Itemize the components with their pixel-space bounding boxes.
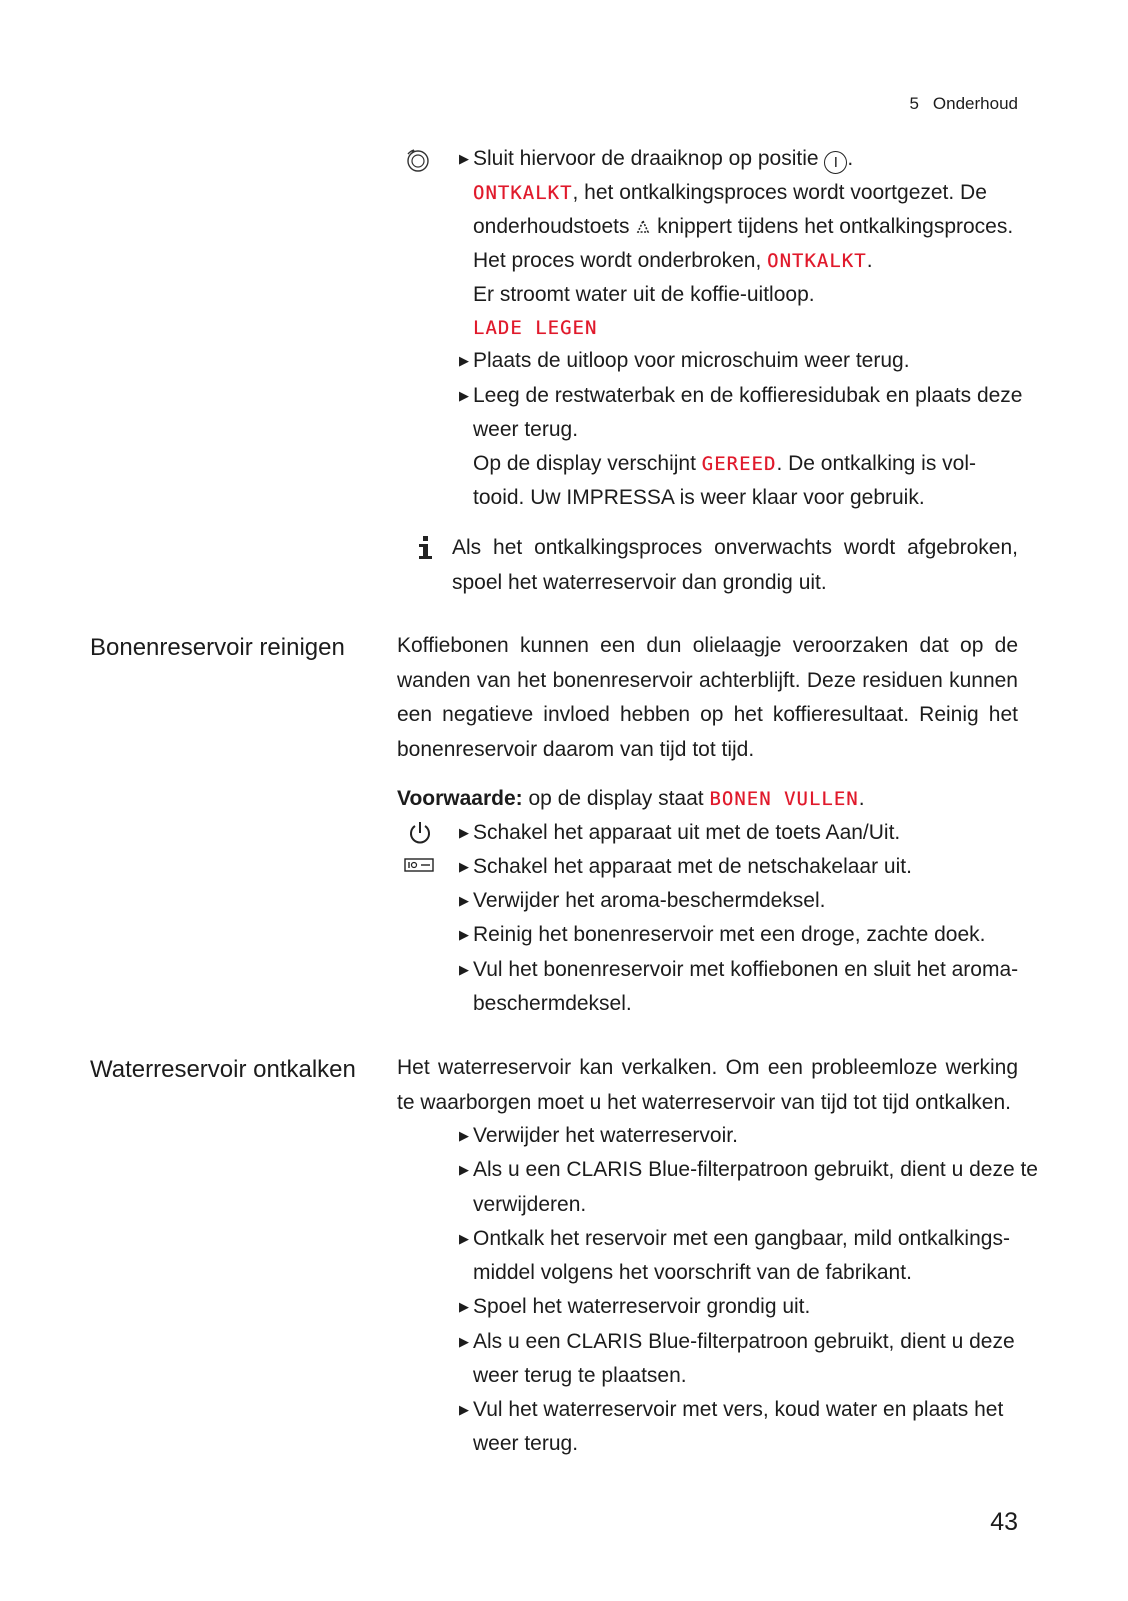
water-step-2: Als u een CLARIS Blue-filterpatroon gebruikt, dient u deze te [473, 1158, 1038, 1181]
beans-intro: Koffiebonen kunnen een dun olielaagje veroorzaken dat op de wanden van het bonenreservoir achterblijft. Deze residuen kunnen een negatieve invloed hebben op het koffieresultaat. Reinig het bonenreservoir daarom van tijd tot tijd. [397, 634, 1018, 761]
bullet-arrow: ▶ [459, 893, 469, 908]
water-step-5-cont: weer terug te plaatsen. [473, 1364, 687, 1387]
display-gereed: GEREED [701, 453, 777, 475]
beans-step-2: Schakel het apparaat met de netschakelaar uit. [473, 855, 912, 878]
beans-step-5-cont: beschermdeksel. [473, 992, 632, 1015]
beans-step-4: Reinig het bonenreservoir met een droge, zachte doek. [473, 923, 986, 946]
display-lade-legen-line [473, 311, 1018, 345]
power-icon [407, 820, 433, 846]
bullet-arrow: ▶ [459, 1128, 469, 1143]
process-interrupted-line: Het proces wordt onderbroken, ONTKALKT. [473, 249, 873, 272]
rotary-knob-icon [405, 148, 431, 174]
water-step-3-cont: middel volgens het voorschrift van de fabrikant. [473, 1261, 912, 1284]
ready-line: tooid. Uw IMPRESSA is weer klaar voor gebruik. [473, 486, 925, 509]
beans-step-5: Vul het bonenreservoir met koffiebonen en sluit het aroma- [473, 958, 1019, 981]
bullet-arrow: ▶ [459, 927, 469, 942]
section-title: Onderhoud [932, 94, 1018, 113]
maintenance-key-line: onderhoudstoets knippert tijdens het ontkalkingsproces. [473, 215, 1014, 238]
water-step-3: Ontkalk het reservoir met een gangbaar, mild ontkalkings- [473, 1227, 1010, 1250]
heading-waterreservoir: Waterreservoir ontkalken [90, 1056, 356, 1083]
info-icon [413, 535, 439, 561]
mains-switch-icon [404, 855, 434, 875]
condition-label: Voorwaarde: [397, 787, 523, 810]
water-flow-line: Er stroomt water uit de koffie-uitloop. [473, 283, 815, 306]
step-spout-back: Plaats de uitloop voor microschuim weer terug. [473, 349, 910, 372]
page-number: 43 [990, 1508, 1018, 1536]
beans-step-1: Schakel het apparaat uit met de toets Aan/Uit. [473, 821, 901, 844]
water-step-5: Als u een CLARIS Blue-filterpatroon gebruikt, dient u deze [473, 1330, 1015, 1353]
beans-condition: Voorwaarde: op de display staat BONEN VULLEN. [397, 787, 865, 810]
bullet-arrow: ▶ [459, 859, 469, 874]
water-step-1: Verwijder het waterreservoir. [473, 1124, 738, 1147]
section-number: 5 [909, 94, 919, 113]
water-intro: Het waterreservoir kan verkalken. Om een probleemloze werking te waarborgen moet u het waterreservoir van tijd tot tijd ontkalken. [397, 1056, 1018, 1114]
position-symbol: I [824, 151, 847, 174]
bullet-arrow: ▶ [459, 388, 469, 403]
step-empty-trays: Leeg de restwaterbak en de koffieresidubak en plaats deze [473, 384, 1023, 407]
water-step-6-cont: weer terug. [473, 1432, 579, 1455]
bullet-arrow: ▶ [459, 1402, 469, 1417]
water-step-6: Vul het waterreservoir met vers, koud water en plaats het [473, 1398, 1004, 1421]
bullet-arrow: ▶ [459, 1299, 469, 1314]
step-empty-trays-cont: weer terug. [473, 418, 579, 441]
bullet-arrow: ▶ [459, 151, 469, 166]
bullet-arrow: ▶ [459, 1231, 469, 1246]
water-step-4: Spoel het waterreservoir grondig uit. [473, 1295, 811, 1318]
beans-step-3: Verwijder het aroma-beschermdeksel. [473, 889, 826, 912]
step-turn-knob: Sluit hiervoor de draaiknop op positie I . [473, 142, 1018, 176]
display-ontkalkt-2: ONTKALKT [767, 250, 867, 272]
bullet-arrow: ▶ [459, 1334, 469, 1349]
heading-bonenreservoir: Bonenreservoir reinigen [90, 634, 345, 661]
info-note: Als het ontkalkingsproces onverwachts wordt afgebroken, spoel het waterreservoir dan grondig uit. [452, 536, 1018, 594]
bullet-arrow: ▶ [459, 962, 469, 977]
display-ontkalkt-1: ONTKALKT [473, 182, 573, 204]
bullet-arrow: ▶ [459, 825, 469, 840]
bullet-arrow: ▶ [459, 353, 469, 368]
maintenance-key-icon [635, 219, 651, 235]
display-lade-legen: LADE LEGEN [473, 317, 598, 339]
bullet-arrow: ▶ [459, 1162, 469, 1177]
running-header [909, 94, 1018, 114]
display-gereed-line: Op de display verschijnt GEREED. De ontkalking is vol- [473, 452, 977, 475]
process-continue-line: ONTKALKT, het ontkalkingsproces wordt voortgezet. De [473, 181, 987, 204]
water-step-2-cont: verwijderen. [473, 1193, 587, 1216]
display-bonen-vullen: BONEN VULLEN [709, 788, 859, 810]
